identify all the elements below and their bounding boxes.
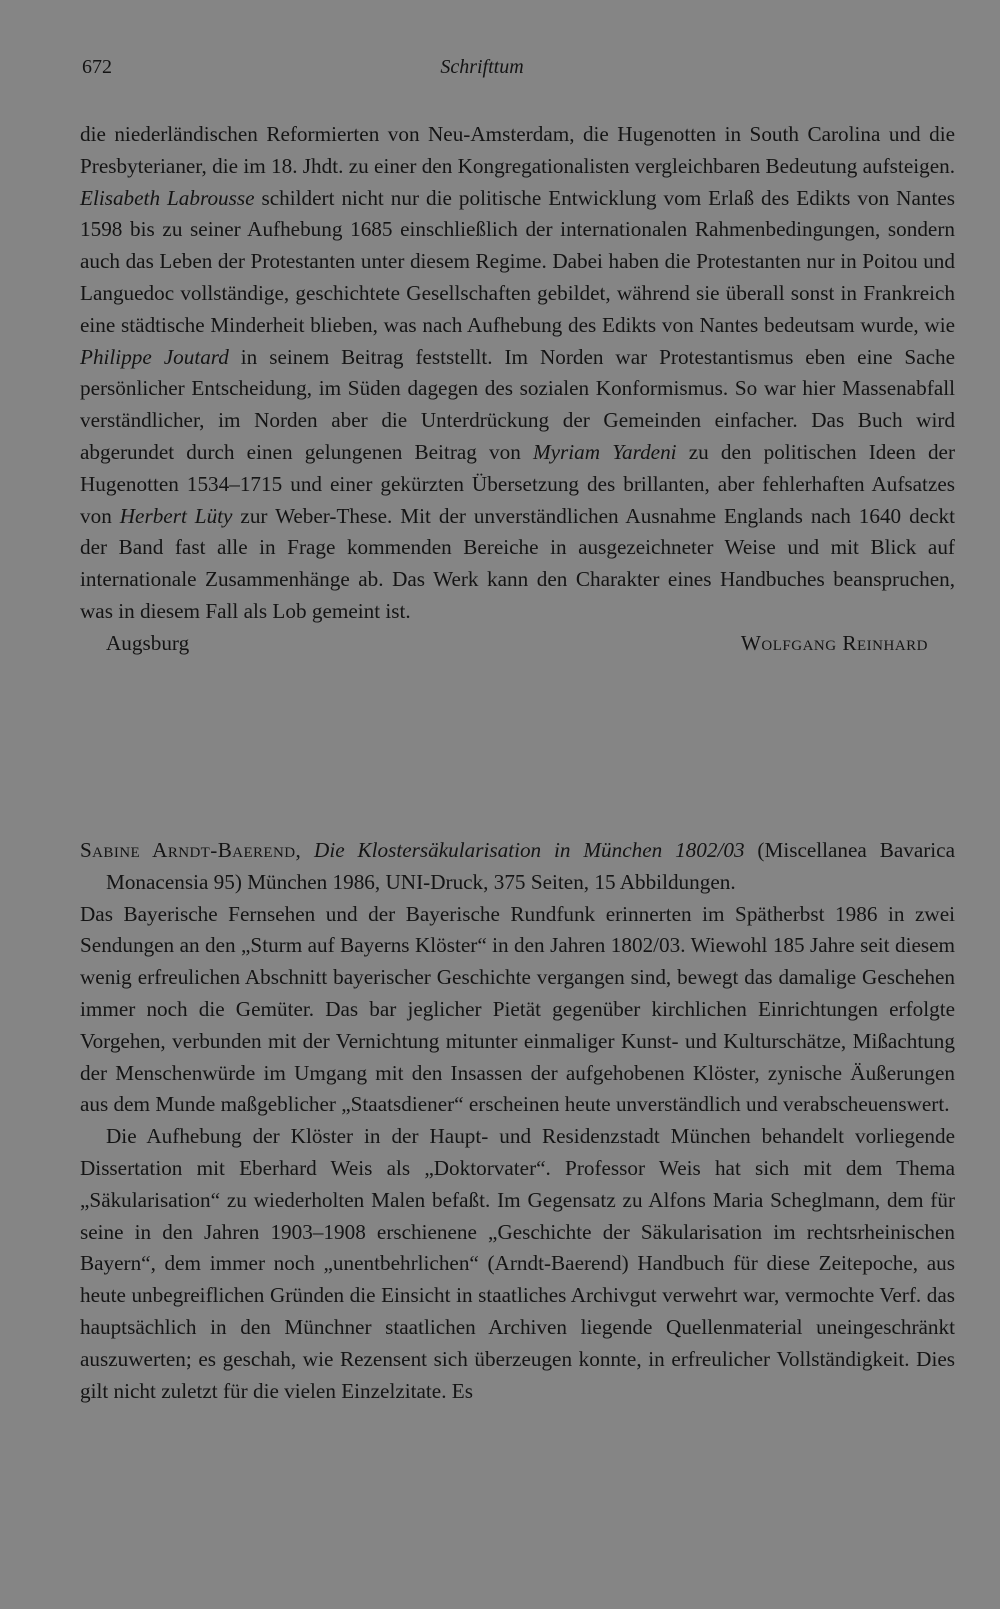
review-klostersaekularisation <box>80 835 955 1407</box>
book-details: (Miscellanea Bavarica Monacensia 95) München 1986, UNI-Druck, 375 Seiten, 15 Abbildungen. <box>106 838 955 894</box>
page-number: 672 <box>82 56 112 78</box>
signature-place: Augsburg <box>106 630 190 655</box>
text-segment: zu den politischen Ideen der Hugenotten 1534–1715 und einer gekürzten Übersetzung des brillanten, aber fehlerhaften Aufsatzes von <box>80 439 956 528</box>
cited-author-yardeni: Myriam Yardeni <box>532 439 677 464</box>
book-author: Sabine Arndt-Baerend, <box>80 838 302 862</box>
signature-author: Wolfgang Reinhard <box>740 630 928 655</box>
review-1-paragraph <box>80 119 955 628</box>
text-segment: schildert nicht nur die politische Entwicklung vom Erlaß des Edikts von Nantes 1598 bis zu seiner Aufhebung 1685 einschließlich der internationalen Rahmenbedingungen, sondern auch das Leben der Protestanten unter diesem Regime. Dabei haben die Protestanten nur in Poitou und Languedoc vollständige, geschichtete Gesellschaften gebildet, während sie überall sonst in Frankreich eine städtische Minderheit blieben, was nach Aufhebung des Edikts von Nantes bedeutsam wurde, wie <box>80 185 955 337</box>
book-title: Die Klostersäkularisation in München 1802/03 <box>314 838 745 862</box>
review-2-paragraph-2: Die Aufhebung der Klöster in der Haupt- und Residenzstadt München behandelt vorliegende Dissertation mit Eberhard Weis als „Doktorvater“. Professor Weis hat sich mit dem Thema „Säkularisation“ zu wiederholten Malen befaßt. Im Gegensatz zu Alfons Maria Scheglmann, dem für seine in den Jahren 1903–1908 erschienene „Geschichte der Säkularisation im rechtsrheinischen Bayern“, dem immer noch „unentbehrlichen“ (Arndt-Baerend) Handbuch für diese Zeitepoche, aus heute unbegreiflichen Gründen die Einsicht in staatliches Archivgut verwehrt war, vermochte Verf. das hauptsächlich in den Münchner staatlichen Archiven liegende Quellenmaterial uneingeschränkt auszuwerten; es geschah, wie Rezensent sich überzeugen konnte, in erfreulicher Vollständigkeit. Dies gilt nicht zuletzt für die vielen Einzelzitate. Es <box>80 1124 955 1403</box>
review-2-paragraph-1: Das Bayerische Fernsehen und der Bayerische Rundfunk erinnerten im Spätherbst 1986 in zwei Sendungen an den „Sturm auf Bayerns Klöster“ in den Jahren 1802/03. Wiewohl 185 Jahre seit diesem wenig erfreulichen Abschnitt bayerischer Geschichte vergangen sind, bewegt das damalige Geschehen immer noch die Gemüter. Das bar jeglicher Pietät gegenüber kirchlichen Einrichtungen erfolgte Vorgehen, verbunden mit der Vernichtung mitunter einmaliger Kunst- und Kulturschätze, Mißachtung der Menschenwürde im Umgang mit den Insassen der aufgehobenen Klöster, zynische Äußerungen aus dem Munde maßgeblicher „Staatsdiener“ erscheinen heute unverständlich und verabscheuenswert. <box>80 901 955 1117</box>
text-segment: zur Weber-These. Mit der unverständlichen Ausnahme Englands nach 1640 deckt der Band fast alle in Frage kommenden Bereiche in ausgezeichneter Weise und mit Blick auf internationale Zusammenhänge ab. Das Werk kann den Charakter eines Handbuches beanspruchen, was in diesem Fall als Lob gemeint ist. <box>80 503 955 623</box>
review-reinhard <box>80 119 955 660</box>
text-segment: in seinem Beitrag feststellt. Im Norden war Protestantismus eben eine Sache persönlicher Entscheidung, im Süden dagegen des sozialen Konformismus. So war hier Massenabfall verständlicher, im Norden aber die Unterdrückung der Gemeinden einfacher. Das Buch wird abgerundet durch einen gelungenen Beitrag von <box>80 344 956 464</box>
review-signature <box>80 628 955 660</box>
running-head <box>82 56 952 86</box>
cited-author-joutard: Philippe Joutard <box>80 344 229 369</box>
cited-author-luety: Herbert Lüty <box>119 503 233 528</box>
bibliographic-entry <box>80 835 955 899</box>
running-title: Schrifttum <box>440 56 524 78</box>
text-segment: die niederländischen Reformierten von Neu-Amsterdam, die Hugenotten in South Carolina und die Presbyterianer, die im 18. Jhdt. zu einer den Kongregationalisten vergleichbaren Bedeutung aufsteigen. <box>80 122 955 178</box>
cited-author-labrousse: Elisabeth Labrousse <box>80 185 255 210</box>
